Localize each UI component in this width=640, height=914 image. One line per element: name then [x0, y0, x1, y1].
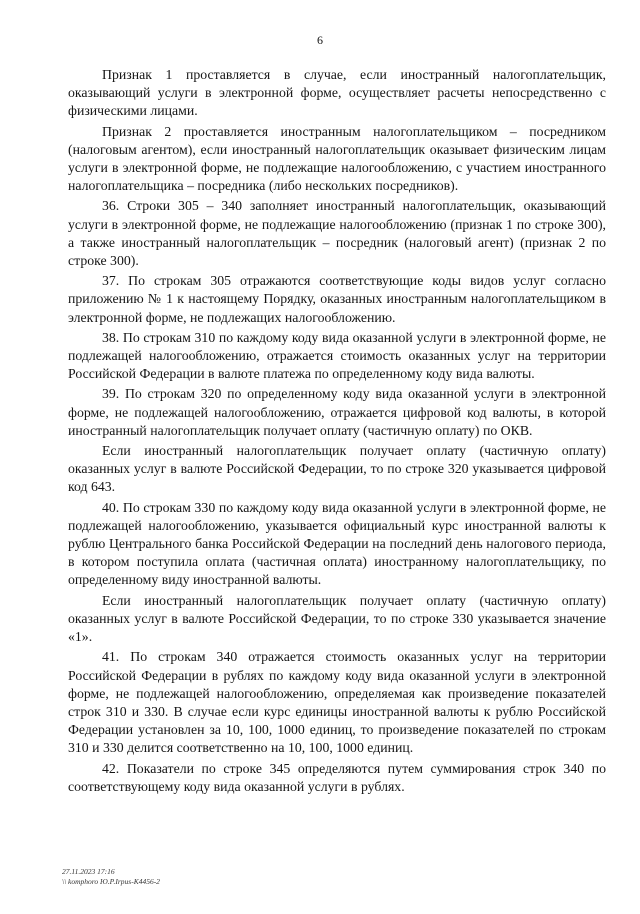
page-number: 6: [317, 33, 323, 47]
paragraph: 38. По строкам 310 по каждому коду вида оказанной услуги в электронной форме, не подлежащей налогообложению, отражается стоимость оказанных услуг на территории Российской Федерации в валюте платежа по определенному коду вида валюты.: [68, 329, 606, 382]
document-footer: [62, 867, 160, 887]
paragraph: Если иностранный налогоплательщик получает оплату (частичную оплату) оказанных услуг в валюте Российской Федерации, то по строке 320 указывается цифровой код 643.: [68, 443, 606, 495]
document-body: [68, 66, 606, 798]
paragraph: 36. Строки 305 – 340 заполняет иностранный налогоплательщик, оказывающий услуги в электронной форме, не подлежащие налогообложению (признак 1 по строке 300), а также иностранный налогоплательщик – посредник (налоговый агент) (признак 2 по строке 300).: [68, 198, 606, 269]
paragraph: 39. По строкам 320 по определенному коду вида оказанной услуги в электронной форме, не подлежащей налогообложению, отражается цифровой код валюты, в которой иностранный налогоплательщик получает оплату (частичную оплату) по ОКВ.: [68, 386, 606, 438]
footer-file-path: \\ komphoro Ю.Р.Irpus-К4456-2: [62, 877, 160, 886]
footer-date: 27.11.2023 17:16: [62, 867, 115, 876]
paragraph: Если иностранный налогоплательщик получает оплату (частичную оплату) оказанных услуг в валюте Российской Федерации, то по строке 330 указывается значение «1».: [68, 592, 606, 645]
paragraph: 37. По строкам 305 отражаются соответствующие коды видов услуг согласно приложению № 1 к настоящему Порядку, оказанных иностранным налогоплательщиком в электронной форме, не подлежащих налогообложению.: [68, 273, 606, 325]
paragraph: 40. По строкам 330 по каждому коду вида оказанной услуги в электронной форме, не подлежащей налогообложению, указывается официальный курс иностранной валюты к рублю Центрального банка Российской Федерации на последний день налогового периода, в котором поступила оплата (частичная оплата) иностранному налогоплательщику, по определенному виду иностранной валюты.: [68, 499, 606, 588]
paragraph: 42. Показатели по строке 345 определяются путем суммирования строк 340 по соответствующему коду вида оказанной услуги в рублях.: [68, 760, 606, 794]
paragraph: Признак 1 проставляется в случае, если иностранный налогоплательщик, оказывающий услуги в электронной форме, осуществляет расчеты непосредственно с физическими лицами.: [68, 67, 606, 119]
paragraph: Признак 2 проставляется иностранным налогоплательщиком – посредником (налоговым агентом), если иностранный налогоплательщик оказывает физическим лицам услуги в электронной форме, не подлежащие налогообложению, с участием иностранного налогоплательщика – посредника (либо нескольких посредников).: [68, 123, 606, 194]
paragraph: 41. По строкам 340 отражается стоимость оказанных услуг на территории Российской Федерации в рублях по каждому коду вида оказанной услуги в электронной форме, не подлежащей налогообложению, определяемая как произведение показателей строк 310 и 330. В случае если курс единицы иностранной валюты к рублю Российской Федерации установлен за 10, 100, 1000 единиц, то произведение показателей по строкам 310 и 330 делится соответственно на 10, 100, 1000 единиц.: [68, 649, 606, 756]
